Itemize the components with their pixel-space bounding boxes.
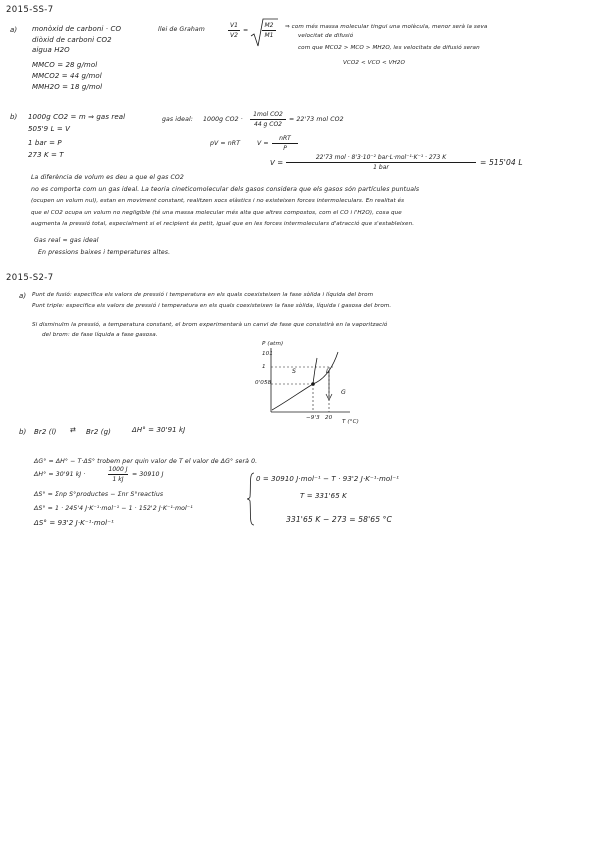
given-3: 1 bar = P <box>28 139 62 147</box>
v-frac-den: P <box>283 145 287 152</box>
v-calc-num: 22'73 mol · 8'3·10⁻² bar·L·mol⁻¹·K⁻¹ · 273 K <box>315 154 447 161</box>
para-2: no es comporta com un gas ideal. La teoria cineticomolecular dels gasos considera que els gasos són partícules puntuals <box>31 186 420 193</box>
conclusion-1: Gas real ≈ gas ideal <box>34 237 99 244</box>
graham-rhs-den: M1 <box>264 32 274 39</box>
solve-line-2: T = 331'65 K <box>300 492 347 500</box>
reaction-arrow: ⇄ <box>70 426 76 434</box>
v-calc-frac <box>286 154 476 171</box>
entropy-formula: ΔS° = Σnp S°productes − Σnr S°reactius <box>34 491 164 498</box>
v-calc-lhs: V = <box>270 159 284 167</box>
reaction-product: Br2 (g) <box>86 428 111 436</box>
ideal-frac-den: 44 g CO2 <box>254 121 282 128</box>
q1a-label: a) <box>10 26 18 34</box>
y-tick-101: 101 <box>262 351 273 357</box>
entropy-substitution: ΔS° = 1 · 245'4 J·K⁻¹·mol⁻¹ − 1 · 152'2 J·K⁻¹·mol⁻¹ <box>34 505 193 512</box>
v-lhs: V = <box>257 140 269 147</box>
graham-label: llei de Graham <box>158 26 205 33</box>
q2a-line-4: del brom: de fase líquida a fase gasosa. <box>42 332 158 338</box>
y-tick-triple: 0'058 <box>255 380 272 386</box>
v-calc-result: = 515'04 L <box>480 158 523 167</box>
ideal-calc: 1000g CO2 · <box>203 116 243 123</box>
mm-co2: MMCO2 = 44 g/mol <box>32 72 102 80</box>
q2a-label: a) <box>19 292 27 300</box>
graham-text-1: ⇒ com més massa molecular tingui una molècula, menor serà la seva <box>285 24 488 30</box>
enthalpy: ΔH° = 30'91 kJ <box>132 426 186 434</box>
x-tick-triple: −9'3 <box>306 415 320 421</box>
x-axis-label: T (°C) <box>342 419 359 425</box>
para-4: que el CO2 ocupa un volum no negligible (té una massa molecular més alta que altres compostos, com el CO i l'H2O), cosa que <box>31 210 402 216</box>
h2o-line: aigua H2O <box>32 46 70 54</box>
solve-line-3: 331'65 K − 273 = 58'65 °C <box>286 515 392 524</box>
solve-line-1: 0 = 30910 J·mol⁻¹ − T · 93'2 J·K⁻¹·mol⁻¹ <box>256 475 400 483</box>
co2-line: diòxid de carboni CO2 <box>32 36 112 44</box>
dh-conv-num: 1000 J <box>108 466 128 473</box>
mm-co: MMCO = 28 g/mol <box>32 61 98 69</box>
q2b-label: b) <box>19 428 27 436</box>
graham-eq: = <box>243 27 249 34</box>
given-4: 273 K = T <box>28 151 64 159</box>
conclusion-2: En pressions baixes i temperatures altes. <box>38 249 171 256</box>
v-frac-num: nRT <box>279 135 291 142</box>
graham-result: VCO2 < VCO < VH2O <box>343 60 406 66</box>
fusion-curve <box>313 358 317 384</box>
region-gas: G <box>341 389 346 396</box>
q2a-line-3: Si disminuïm la pressió, a temperatura constant, el brom experimentarà un canvi de fase que consistirà en la vaporització <box>32 322 388 328</box>
graham-lhs-den: V2 <box>230 32 238 39</box>
graham-rhs-frac <box>262 22 276 39</box>
q2a-line-1: Punt de fusió: especifica els valors de pressió i temperatura en els quals coexisteixen la fase sòlida i líquida del brom <box>32 292 374 298</box>
gibbs-line: ΔG° = ΔH° − T·ΔS° trobem per quin valor de T el valor de ΔG° serà 0. <box>34 458 258 465</box>
reaction-reactant: Br2 (l) <box>34 428 57 436</box>
region-liquid: L <box>326 368 330 375</box>
curly-brace-icon <box>246 472 256 526</box>
graham-text-2: velocitat de difusió <box>298 33 354 39</box>
triple-point <box>311 382 315 386</box>
exam-id-2: 2015-S2-7 <box>6 273 54 283</box>
y-axis-label: P (atm) <box>262 341 284 347</box>
dh-conv-lhs: ΔH° = 30'91 kJ · <box>34 471 86 478</box>
pv-eq: pV = nRT <box>210 140 241 147</box>
graham-rhs-num: M2 <box>264 22 274 29</box>
exam-id-1: 2015-SS-7 <box>6 5 54 15</box>
co-line: monòxid de carboni · CO <box>32 25 122 33</box>
graham-text-3: com que MCO2 > MCO > MH2O, les velocitats de difusió seran <box>298 45 480 51</box>
para-3: (ocupen un volum nul), estan en moviment constant, realitzen xocs elàstics i no existeixen forces intermoleculars. En realitat és <box>31 198 405 204</box>
v-frac <box>272 135 298 152</box>
mm-h2o: MMH2O = 18 g/mol <box>32 83 103 91</box>
y-tick-1: 1 <box>262 364 266 370</box>
given-1: 1000g CO2 = m ⇒ gas real <box>28 113 126 121</box>
dh-conv-den: 1 kJ <box>112 476 124 483</box>
q1b-label: b) <box>10 113 18 121</box>
given-2: 505'9 L = V <box>28 125 71 133</box>
graham-lhs-num: V1 <box>230 22 238 29</box>
para-5: augmenta la pressió total, especialment si el recipient és petit, igual que en les forces intermoleculars d'atracció que s'estableixen. <box>31 221 415 227</box>
q2a-line-2: Punt triple: especifica els valors de pressió i temperatura en els quals coexisteixen la fase sòlida, líquida i gasosa del brom. <box>32 303 392 309</box>
dh-conv-frac <box>108 466 128 483</box>
ideal-frac-num: 1mol CO2 <box>253 111 283 118</box>
entropy-result: ΔS° = 93'2 J·K⁻¹·mol⁻¹ <box>34 519 114 527</box>
x-tick-20: 20 <box>325 415 333 421</box>
region-solid: S <box>292 368 297 375</box>
para-1: La diferència de volum es deu a que el gas CO2 <box>31 174 184 181</box>
v-calc-den: 1 bar <box>373 164 389 171</box>
ideal-frac <box>250 111 286 128</box>
ideal-label: gas ideal: <box>162 116 193 123</box>
ideal-result: = 22'73 mol CO2 <box>289 116 344 123</box>
sublimation-curve <box>272 384 313 410</box>
graham-lhs-frac <box>228 22 240 39</box>
dh-conv-result: = 30910 J <box>132 471 164 478</box>
